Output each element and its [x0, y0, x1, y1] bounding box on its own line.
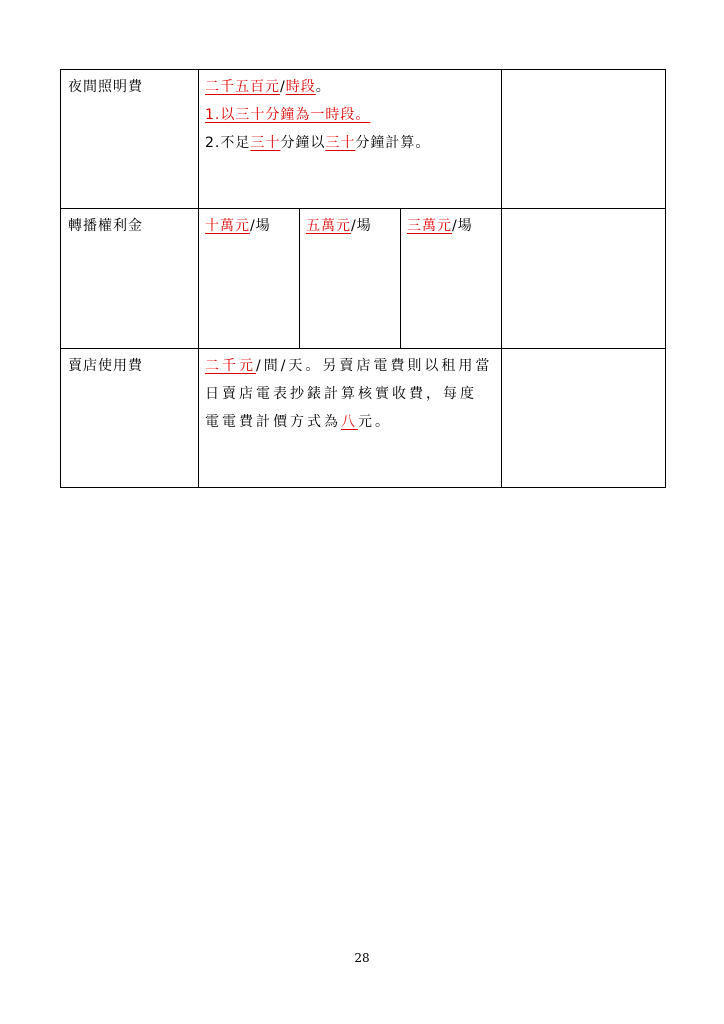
- fee-option-cell: [199, 209, 300, 348]
- fee-unit: /場: [452, 218, 473, 235]
- fee-amount: 二千元: [205, 357, 256, 374]
- fee-amount: 二千五百元: [205, 79, 280, 95]
- fee-option-cell: [401, 209, 502, 348]
- rule-text: 1.以三十分鐘為一時段。: [205, 107, 371, 123]
- fee-amount: 十萬元: [205, 218, 250, 235]
- item-name-cell: [61, 70, 199, 209]
- rule-number: 三十: [250, 135, 281, 151]
- rule-text: 分鐘計算。: [355, 135, 431, 151]
- remarks-cell: [502, 209, 666, 348]
- rule-number: 三十: [325, 135, 356, 151]
- fee-amount: 五萬元: [306, 218, 351, 235]
- table-row: [61, 209, 666, 348]
- remarks-cell: [502, 348, 666, 487]
- fee-option-cell: [300, 209, 401, 348]
- fee-text: /間/天。另賣店電費則以租用當日賣店電表抄錶計算核實收費，每度電電費計價方式為: [205, 357, 493, 430]
- fee-description: [205, 358, 492, 430]
- remarks-cell: [502, 70, 666, 209]
- item-name: 賣店使用費: [68, 357, 143, 374]
- item-name: 轉播權利金: [68, 218, 143, 235]
- fee-line: [205, 73, 493, 101]
- fee-text: 元。: [358, 413, 392, 430]
- fee-description-cell: [199, 70, 502, 209]
- table-row: [61, 70, 666, 209]
- rule-text: 2.不足: [205, 135, 251, 151]
- table-row: [61, 348, 666, 487]
- item-name: 夜間照明費: [68, 79, 143, 95]
- punctuation: 。: [315, 79, 331, 95]
- fee-unit: /場: [351, 218, 372, 235]
- fee-table: [60, 69, 666, 488]
- fee-unit: /場: [250, 218, 271, 235]
- item-name-cell: [61, 348, 199, 487]
- fee-amount: 三萬元: [407, 218, 452, 235]
- separator: /: [280, 79, 286, 95]
- item-name-cell: [61, 209, 199, 348]
- page-number: 28: [354, 951, 370, 965]
- rule-line-1: [205, 101, 493, 129]
- fee-unit: 時段: [285, 79, 316, 95]
- fee-description-cell: [199, 348, 502, 487]
- rule-text: 分鐘以: [280, 135, 326, 151]
- rule-line-2: [205, 129, 493, 157]
- electricity-rate: 八: [341, 413, 358, 430]
